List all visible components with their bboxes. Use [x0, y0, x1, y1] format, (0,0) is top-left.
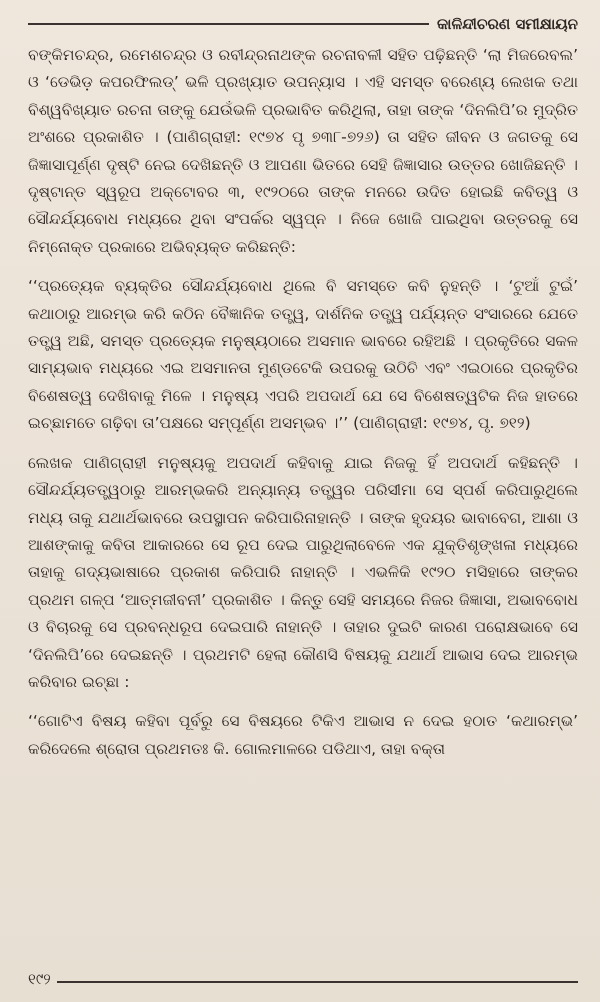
page-number: ୧୯୨	[28, 970, 51, 988]
body-text	[28, 42, 578, 763]
paragraph-2: ଲେଖକ ପାଣିଗ୍ରାହୀ ମନୁଷ୍ୟକୁ ଅପଦାର୍ଥ କହିବାକୁ ଯାଇ ନିଜକୁ ହିଁ ଅପଦାର୍ଥ କହିଛନ୍ତି । ସୌନ୍ଦର୍ଯ୍ୟତତ୍ତ୍ୱଠାରୁ ଆରମ୍ଭକରି ଅନ୍ୟାନ୍ୟ ତତ୍ତ୍ୱର ପରିସୀମା ସେ ସ୍ପର୍ଶ କରିପାରୁଥିଲେ ମଧ୍ୟ ତାକୁ ଯଥାର୍ଥଭାବରେ ଉପସ୍ଥାପନ କରିପାରିନାହାନ୍ତି । ତାଙ୍କ ହୃଦୟର ଭାବାବେଗ, ଆଶା ଓ ଆଶଙ୍କାକୁ କବିତା ଆକାରରେ ସେ ରୂପ ଦେଇ ପାରୁଥିଲାବେଳେ ଏକ ଯୁକ୍ତିଶୃଙ୍ଖଳା ମଧ୍ୟରେ ତାହାକୁ ଗଦ୍ୟଭାଷାରେ ପ୍ରକାଶ କରିପାରି ନାହାନ୍ତି । ଏଭଳିକି ୧୯୨୦ ମସିହାରେ ତାଙ୍କର ପ୍ରଥମ ଗଳ୍ପ ‘ଆତ୍ମଜୀବନୀ’ ପ୍ରକାଶିତ । କିନ୍ତୁ ସେହି ସମୟରେ ନିଜର ଜିଜ୍ଞାସା, ଅଭାବବୋଧ ଓ ବିଚାରକୁ ସେ ପ୍ରବନ୍ଧରୂପ ଦେଇପାରି ନାହାନ୍ତି । ତାହାର ଦୁଇଟି କାରଣ ପରୋକ୍ଷଭାବେ ସେ ‘ଦିନଲିପି’ରେ ଦେଇଛନ୍ତି । ପ୍ରଥମଟି ହେଲା କୌଣସି ବିଷୟକୁ ଯଥାର୍ଥ ଆଭାସ ଦେଇ ଆରମ୍ଭ କରିବାର ଇଚ୍ଛା :	[28, 453, 578, 691]
running-footer	[28, 968, 578, 990]
running-header-title: କାଳିନ୍ଦୀଚରଣ ସମୀକ୍ଷାୟନ	[436, 15, 578, 33]
quote-paragraph-1: ‘‘ପ୍ରତ୍ୟେକ ବ୍ୟକ୍ତିର ସୌନ୍ଦର୍ଯ୍ୟବୋଧ ଥିଲେ ବି ସମସ୍ତେ କବି ନୁହନ୍ତି । ‘ଟୁଆଁ ଟୁଇଁ’ କଥାଠାରୁ ଆରମ୍ଭ କରି କଠିନ ବୈଜ୍ଞାନିକ ତତ୍ତ୍ୱ, ଦାର୍ଶନିକ ତତ୍ତ୍ୱ ପର୍ଯ୍ୟନ୍ତ ସଂସାରରେ ଯେତେ ତତ୍ତ୍ୱ ଅଛି, ସମସ୍ତ ପ୍ରତ୍ୟେକ ମନୁଷ୍ୟଠାରେ ଅସମାନ ଭାବରେ ରହିଅଛି । ପ୍ରକୃତିରେ ସକଳ ସାମ୍ୟଭାବ ମଧ୍ୟରେ ଏଇ ଅସମାନତା ମୁଣ୍ଡଟେକି ଉପରକୁ ଉଠିଚି ଏବଂ ଏଇଠାରେ ପ୍ରକୃତିର ବିଶେଷତ୍ୱ ଦେଖିବାକୁ ମିଳେ । ମନୁଷ୍ୟ ଏପରି ଅପଦାର୍ଥ ଯେ ସେ ବିଶେଷତ୍ୱଟିକ ନିଜ ହାତରେ ଇଚ୍ଛାମତେ ଗଢ଼ିବା ତା’ପକ୍ଷରେ ସମ୍ପୂର୍ଣ୍ଣ ଅସମ୍ଭବ ।’’ (ପାଣିଗ୍ରାହୀ: ୧୯୭୪, ପୃ. ୭୧୨)	[28, 277, 578, 433]
footer-rule	[57, 981, 578, 983]
header-rule	[28, 23, 429, 25]
quote-paragraph-2: ‘‘ଗୋଟିଏ ବିଷୟ କହିବା ପୂର୍ବରୁ ସେ ବିଷୟରେ ଟିକିଏ ଆଭାସ ନ ଦେଇ ହଠାତ ‘କଥାରମ୍ଭ’ କରିଦେଲେ ଶ୍ରୋତା ପ୍ରଥମତଃ କି. ଗୋଲମାଳରେ ପଡିଥାଏ, ତାହା ବକ୍ତା	[28, 712, 578, 758]
paragraph-1: ବଙ୍କିମଚନ୍ଦ୍ର, ରମେଶଚନ୍ଦ୍ର ଓ ରବୀନ୍ଦ୍ରନାଥଙ୍କ ରଚନାବଳୀ ସହିତ ପଢ଼ିଛନ୍ତି ‘ଲା ମିଜରେବଲ’ ଓ ‘ଡେଭିଡ଼ କପରଫିଲଡ୍’ ଭଳି ପ୍ରଖ୍ୟାତ ଉପନ୍ୟାସ । ଏହି ସମସ୍ତ ବରେଣ୍ୟ ଲେଖକ ତଥା ବିଶ୍ୱବିଖ୍ୟାତ ରଚନା ତାଙ୍କୁ ଯେଉଁଭଳି ପ୍ରଭାବିତ କରିଥିଲା, ତାହା ତାଙ୍କ ‘ଦିନଲିପି’ର ମୁଦ୍ରିତ ଅଂଶରେ ପ୍ରକାଶିତ । (ପାଣିଗ୍ରାହୀ: ୧୯୭୪ ପୃ ୭୩୮-୭୨୬) ତା ସହିତ ଜୀବନ ଓ ଜଗତକୁ ସେ ଜିଜ୍ଞାସାପୂର୍ଣ୍ଣ ଦୃଷ୍ଟି ନେଇ ଦେଖିଛନ୍ତି ଓ ଆପଣା ଭିତରେ ସେହି ଜିଜ୍ଞାସାର ଉତ୍ତର ଖୋଜିଛନ୍ତି । ଦୃଷ୍ଟାନ୍ତ ସ୍ୱରୂପ ଅକ୍ଟୋବର ୩, ୧୯୨୦ରେ ତାଙ୍କ ମନରେ ଉଦିତ ହୋଇଛି କବିତ୍ୱ ଓ ସୌନ୍ଦର୍ଯ୍ୟବୋଧ ମଧ୍ୟରେ ଥିବା ସଂପର୍କର ସ୍ୱପ୍ନ । ନିଜେ ଖୋଜି ପାଇଥିବା ଉତ୍ତରକୁ ସେ ନିମ୍ନୋକ୍ତ ପ୍ରକାରେ ଅଭିବ୍ୟକ୍ତ କରିଛନ୍ତି:	[28, 46, 578, 256]
running-header	[28, 0, 578, 40]
